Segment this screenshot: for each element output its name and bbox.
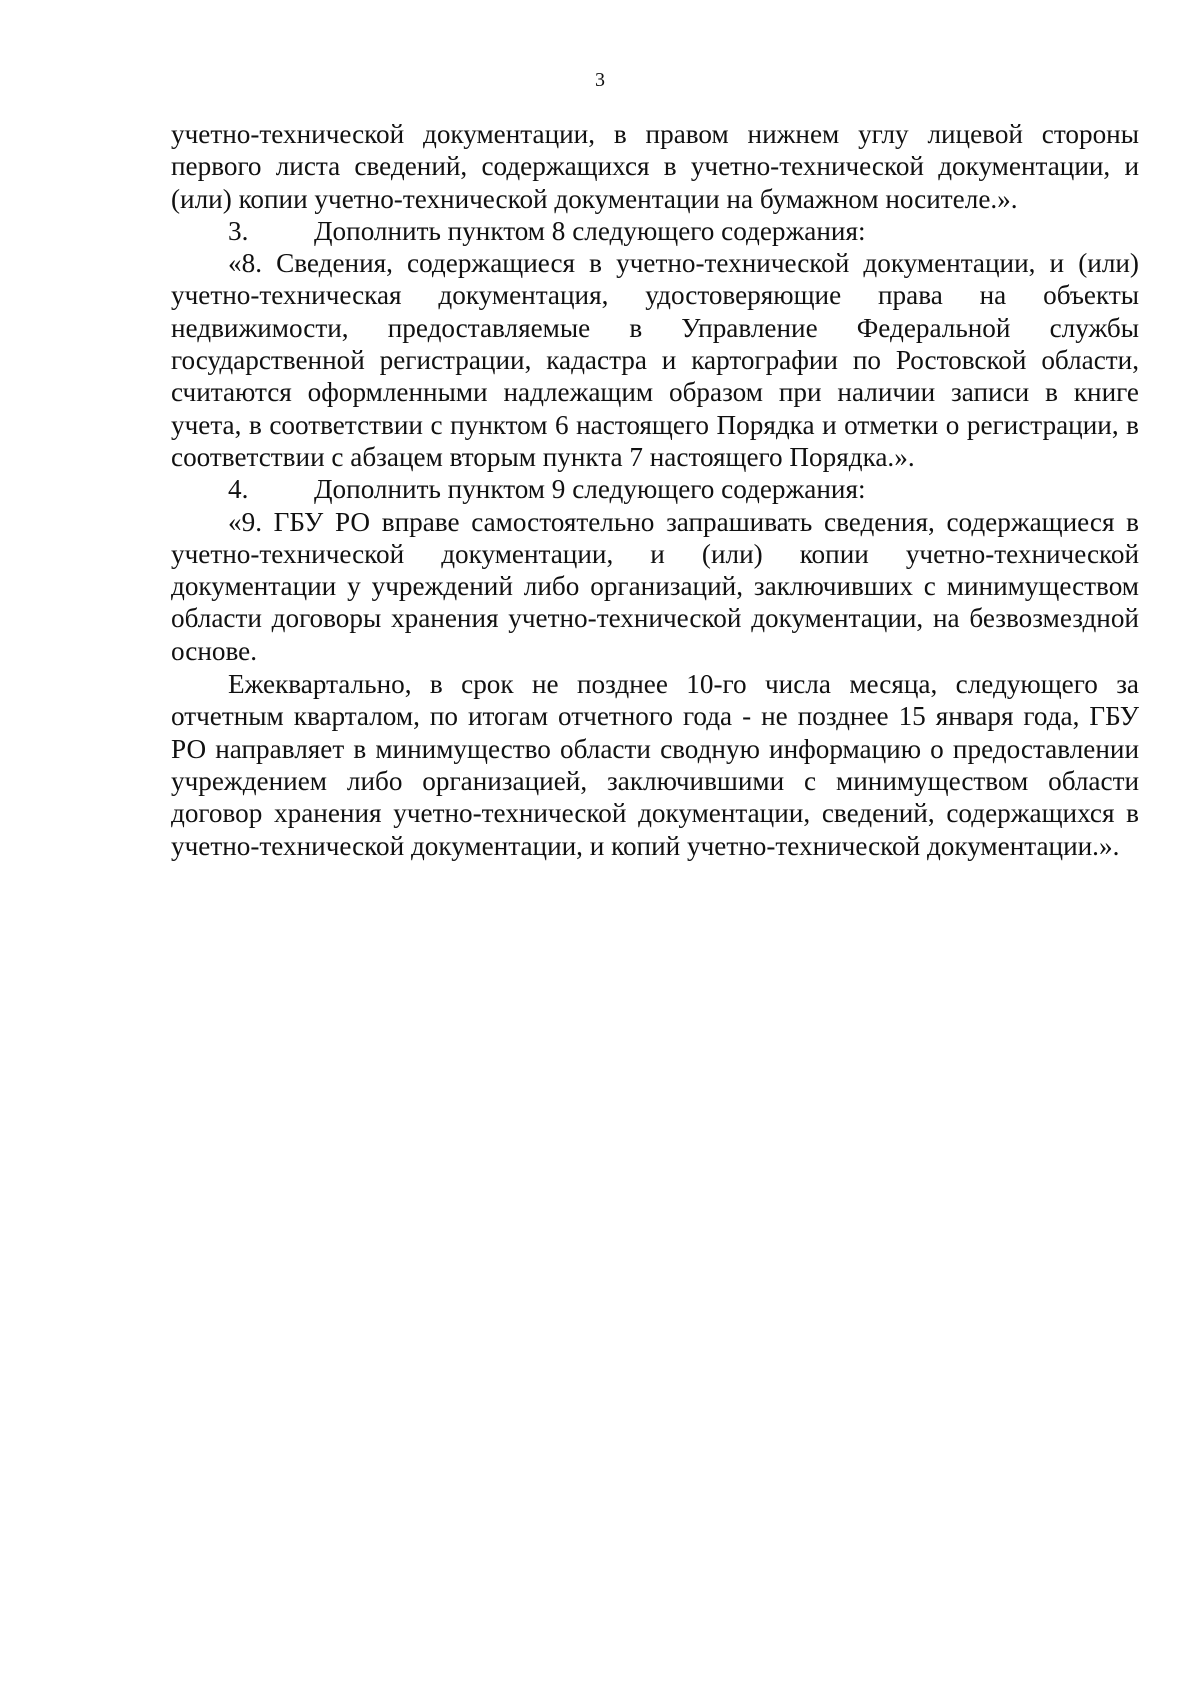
item-number: 4. <box>228 474 249 505</box>
paragraph-point-9-quarterly: Ежеквартально, в срок не позднее 10-го числа месяца, следующего за отчетным кварталом, по итогам отчетного года - не позднее 15 января года, ГБУ РО направляет в минимущество области сводную информацию о предоставлении учреждением либо организацией, заключившими с минимуществом области договор хранения учетно-технической документации, сведений, содержащихся в учетно-технической документации, и копий учетно-технической документации.». <box>171 669 1139 861</box>
paragraph-point-8: «8. Сведения, содержащиеся в учетно-технической документации, и (или) учетно-техническая документация, удостоверяющие права на объекты недвижимости, предоставляемые в Управление Федеральной службы государственной регистрации, кадастра и картографии по Ростовской области, считаются оформленными надлежащим образом при наличии записи в книге учета, в соответствии с пунктом 6 настоящего Порядка и отметки о регистрации, в соответствии с абзацем вторым пункта 7 настоящего Порядка.». <box>171 248 1139 472</box>
item-text: Дополнить пунктом 9 следующего содержания: <box>314 474 866 505</box>
item-number: 3. <box>228 215 249 246</box>
numbered-item-3 <box>171 215 1139 247</box>
paragraph-continuation: учетно-технической документации, в правом нижнем углу лицевой стороны первого листа сведений, содержащихся в учетно-технической документации, и (или) копии учетно-технической документации на бумажном носителе.». <box>171 119 1139 214</box>
item-text: Дополнить пунктом 8 следующего содержания: <box>314 215 866 246</box>
document-body <box>171 118 1139 862</box>
paragraph-point-9: «9. ГБУ РО вправе самостоятельно запрашивать сведения, содержащиеся в учетно-технической документации, и (или) копии учетно-технической документации у учреждений либо организаций, заключивших с минимуществом области договоры хранения учетно-технической документации, на безвозмездной основе. <box>171 506 1139 666</box>
numbered-item-4 <box>171 473 1139 505</box>
page-number: 3 <box>595 69 605 91</box>
